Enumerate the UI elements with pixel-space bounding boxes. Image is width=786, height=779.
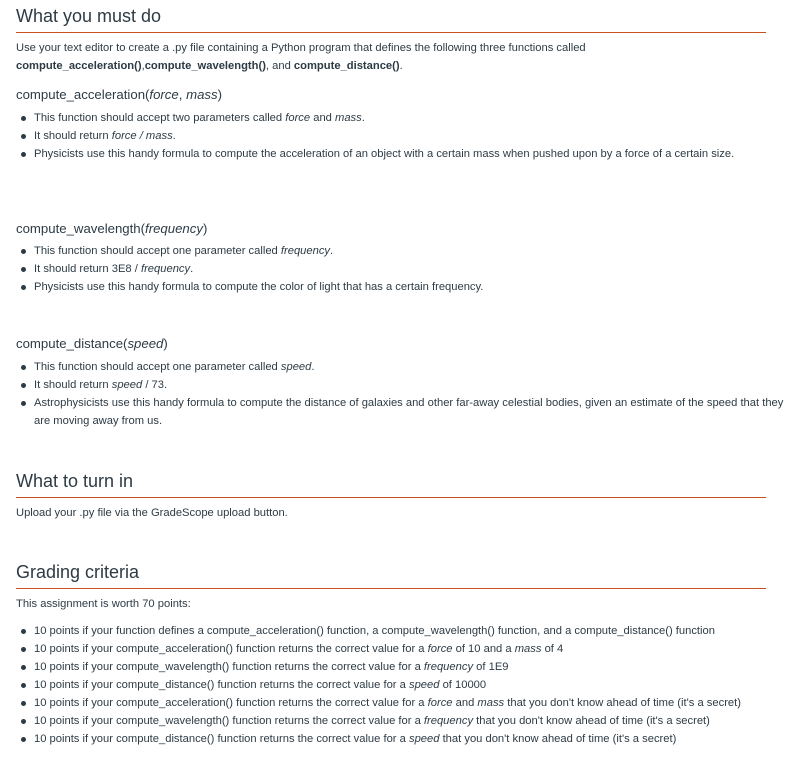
item-text: that you don't know ahead of time (it's a secret) — [504, 697, 741, 709]
heading-what-you-must-do: What you must do — [16, 5, 766, 33]
param-force: force — [149, 87, 179, 102]
item-text: of 10 and a — [452, 643, 515, 655]
param-mass: mass — [514, 643, 542, 655]
item-text: . — [311, 361, 315, 373]
fn-heading-acceleration — [16, 86, 222, 104]
grading-list — [16, 622, 786, 748]
paren-close: ) — [163, 336, 168, 351]
param-frequency: frequency — [145, 221, 203, 236]
wavelength-list — [16, 242, 784, 296]
param-speed: speed — [280, 361, 312, 373]
fn-heading-distance — [16, 335, 168, 353]
item-text: . — [172, 130, 176, 142]
item-text: 10 points if your function defines a compute_acceleration() function, a compute_wavelength() function, and a compute_distance() function — [34, 625, 715, 637]
fn-name-acceleration: compute_acceleration() — [16, 60, 142, 72]
param-speed: speed — [408, 733, 440, 745]
list-item — [34, 694, 786, 712]
fn-heading-wavelength — [16, 220, 207, 238]
paren-close: ) — [202, 221, 208, 236]
fn-name-wavelength: compute_wavelength() — [144, 60, 266, 72]
turnin-text: Upload your .py file via the GradeScope upload button. — [16, 507, 288, 519]
item-text: and — [452, 697, 478, 709]
item-text: 10 points if your compute_distance() function returns the correct value for a — [34, 733, 409, 745]
item-text: This function should accept two parameters called — [34, 112, 286, 124]
item-text: It should return 3E8 / — [34, 263, 141, 275]
list-item — [34, 676, 786, 694]
heading-grading-criteria: Grading criteria — [16, 561, 766, 589]
item-text: . — [330, 245, 334, 257]
fn-signature: compute_distance( — [16, 336, 128, 351]
intro-text: Use your text editor to create a .py file containing a Python program that defines the following three functions called — [16, 42, 586, 54]
list-item — [34, 730, 786, 748]
item-text: Physicists use this handy formula to compute the color of light that has a certain frequency. — [34, 281, 484, 293]
list-item — [34, 622, 786, 640]
item-text: Astrophysicists use this handy formula to compute the distance of galaxies and other far-away celestial bodies, given an estimate of the speed that they are moving away from us. — [34, 397, 784, 427]
and-text: , and — [265, 60, 294, 72]
item-text: Physicists use this handy formula to compute the acceleration of an object with a certain mass when pushed upon by a force of a certain size. — [34, 148, 735, 160]
item-text: of 1E9 — [473, 661, 509, 673]
list-item — [34, 260, 784, 278]
paren-close: ) — [217, 87, 222, 102]
item-text: that you don't know ahead of time (it's a secret) — [439, 733, 677, 745]
list-item — [34, 640, 786, 658]
fn-signature: compute_acceleration( — [16, 87, 150, 102]
intro-paragraph — [16, 39, 766, 75]
param-frequency: frequency — [423, 715, 474, 727]
item-text: / 73. — [142, 379, 168, 391]
param-force: force — [427, 697, 453, 709]
item-text: of 10000 — [439, 679, 487, 691]
item-text: of 4 — [541, 643, 564, 655]
item-text: It should return — [34, 130, 112, 142]
item-text: 10 points if your compute_wavelength() function returns the correct value for a — [34, 715, 424, 727]
item-text: 10 points if your compute_acceleration() function returns the correct value for a — [34, 697, 428, 709]
item-text: 10 points if your compute_distance() function returns the correct value for a — [34, 679, 409, 691]
item-text: . — [190, 263, 194, 275]
param-mass: mass — [335, 112, 362, 124]
distance-list — [16, 358, 784, 430]
param-mass: mass — [477, 697, 505, 709]
grading-intro: This assignment is worth 70 points: — [16, 598, 191, 610]
list-item — [34, 376, 784, 394]
list-item — [34, 712, 786, 730]
param-frequency: frequency — [423, 661, 474, 673]
param-speed: speed — [408, 679, 440, 691]
list-item — [34, 127, 784, 145]
fn-signature: compute_wavelength( — [16, 221, 146, 236]
item-text: This function should accept one parameter called — [34, 361, 281, 373]
item-text: . — [361, 112, 365, 124]
list-item — [34, 358, 784, 376]
fn-name-distance: compute_distance() — [293, 60, 400, 72]
param-speed: speed — [127, 336, 164, 351]
list-item — [34, 278, 784, 296]
heading-what-to-turn-in: What to turn in — [16, 470, 766, 498]
period-text: . — [399, 60, 403, 72]
list-item — [34, 242, 784, 260]
param-separator: , — [178, 87, 187, 102]
param-force: force — [427, 643, 453, 655]
item-text: and — [310, 112, 335, 124]
param-frequency: frequency — [280, 245, 331, 257]
param-speed: speed — [111, 379, 143, 391]
list-item — [34, 658, 786, 676]
return-expression: force / mass — [111, 130, 173, 142]
item-text: 10 points if your compute_wavelength() function returns the correct value for a — [34, 661, 424, 673]
list-item — [34, 394, 784, 430]
item-text: 10 points if your compute_acceleration() function returns the correct value for a — [34, 643, 428, 655]
list-item — [34, 109, 784, 127]
list-item — [34, 145, 784, 163]
item-text: This function should accept one parameter called — [34, 245, 281, 257]
item-text: that you don't know ahead of time (it's a secret) — [473, 715, 710, 727]
param-frequency: frequency — [140, 263, 191, 275]
comma-text: , — [141, 60, 145, 72]
acceleration-list — [16, 109, 784, 163]
param-mass: mass — [186, 87, 218, 102]
item-text: It should return — [34, 379, 112, 391]
param-force: force — [285, 112, 311, 124]
